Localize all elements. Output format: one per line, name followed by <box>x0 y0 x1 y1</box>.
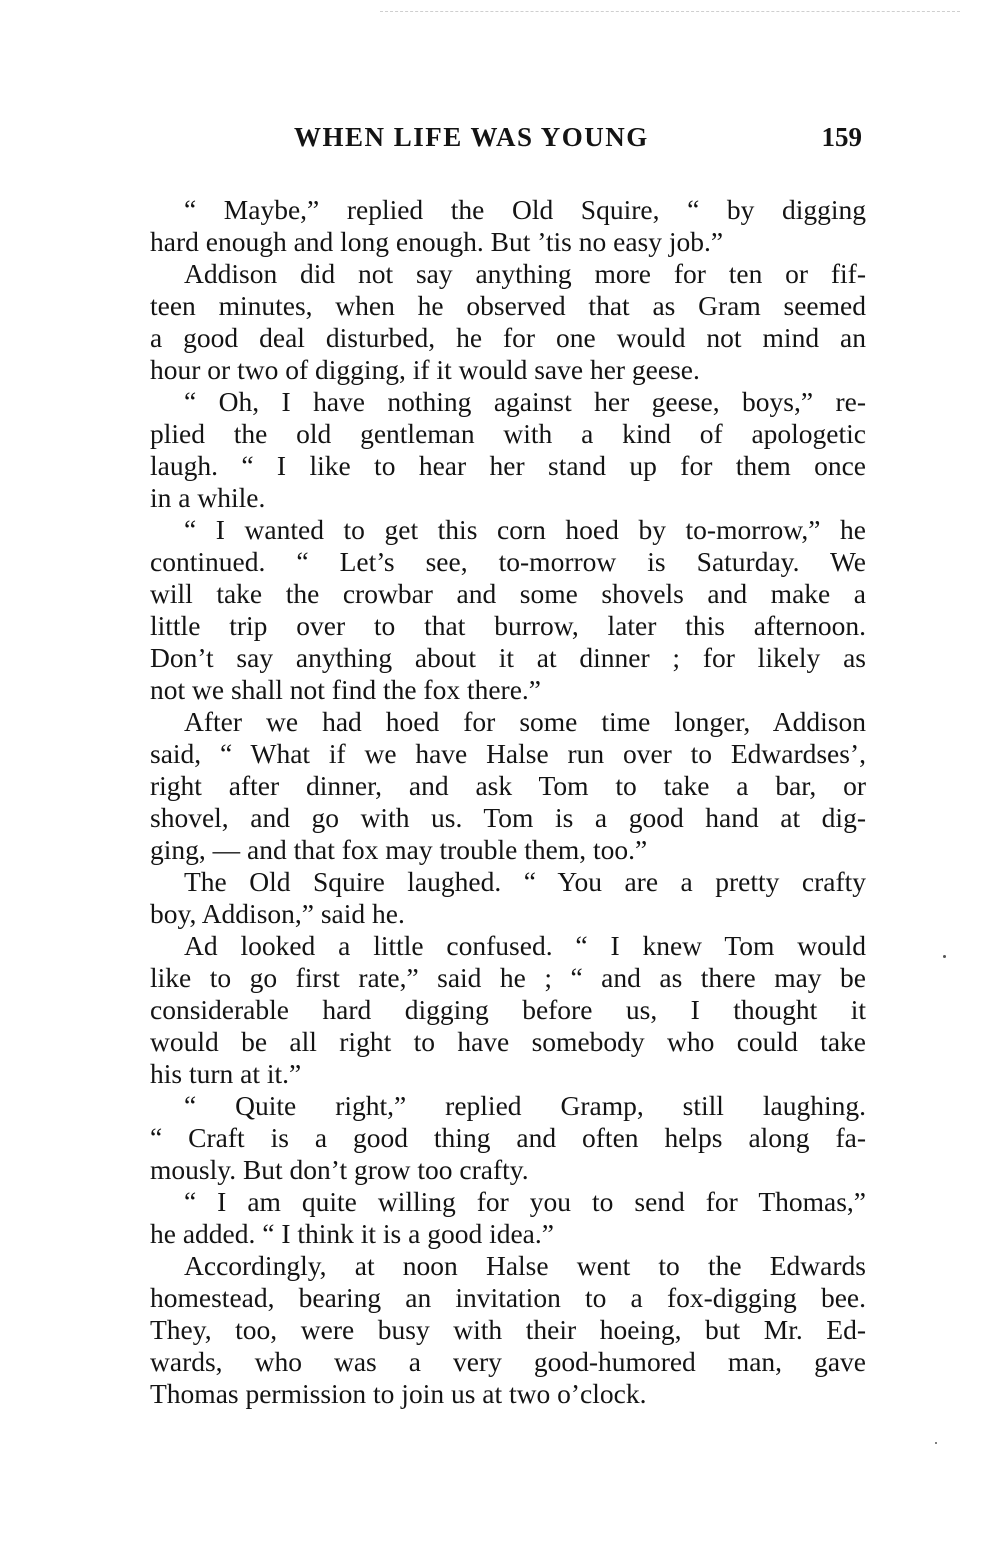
text-line: a good deal disturbed, he for one would not mind an <box>150 322 866 353</box>
text-line: he added. “ I think it is a good idea.” <box>150 1218 554 1249</box>
text-line: teen minutes, when he observed that as Gram seemed <box>150 290 866 321</box>
text-line: ging, — and that fox may trouble them, too.” <box>150 834 648 865</box>
running-head: WHEN LIFE WAS YOUNG <box>294 122 649 152</box>
text-line: Ad looked a little confused. “ I knew Tom would <box>184 930 866 961</box>
text-line: said, “ What if we have Halse run over to Edwardses’, <box>150 738 866 769</box>
scan-edge-line <box>380 11 960 12</box>
text-line: They, too, were busy with their hoeing, but Mr. Ed- <box>150 1314 866 1345</box>
body-text <box>150 194 866 1410</box>
text-line: plied the old gentleman with a kind of apologetic <box>150 418 866 449</box>
text-line: would be all right to have somebody who could take <box>150 1026 866 1057</box>
scan-speck <box>935 1442 937 1444</box>
text-line: considerable hard digging before us, I thought it <box>150 994 866 1025</box>
scan-speck <box>943 955 946 958</box>
text-line: will take the crowbar and some shovels and make a <box>150 578 866 609</box>
page-header <box>150 122 862 162</box>
text-line: “ I wanted to get this corn hoed by to-morrow,” he <box>184 514 866 545</box>
text-line: “ Craft is a good thing and often helps along fa- <box>150 1122 866 1153</box>
text-line: in a while. <box>150 482 266 513</box>
text-line: “ Maybe,” replied the Old Squire, “ by digging <box>184 194 866 225</box>
text-line: wards, who was a very good-humored man, gave <box>150 1346 866 1377</box>
text-line: “ Quite right,” replied Gramp, still laughing. <box>184 1090 866 1121</box>
text-line: like to go first rate,” said he ; “ and as there may be <box>150 962 866 993</box>
text-line: After we had hoed for some time longer, Addison <box>184 706 866 737</box>
text-line: right after dinner, and ask Tom to take a bar, or <box>150 770 866 801</box>
text-line: not we shall not find the fox there.” <box>150 674 542 705</box>
text-line: hard enough and long enough. But ’tis no easy job.” <box>150 226 724 257</box>
text-line: “ Oh, I have nothing against her geese, boys,” re- <box>184 386 866 417</box>
text-line: Addison did not say anything more for ten or fif- <box>184 258 866 289</box>
text-line: boy, Addison,” said he. <box>150 898 405 929</box>
page-number: 159 <box>821 122 862 152</box>
text-line: mously. But don’t grow too crafty. <box>150 1154 529 1185</box>
text-line: hour or two of digging, if it would save her geese. <box>150 354 700 385</box>
text-line: his turn at it.” <box>150 1058 302 1089</box>
text-line: The Old Squire laughed. “ You are a pretty crafty <box>184 866 866 897</box>
text-line: little trip over to that burrow, later this afternoon. <box>150 610 866 641</box>
text-line: continued. “ Let’s see, to-morrow is Saturday. We <box>150 546 866 577</box>
text-line: laugh. “ I like to hear her stand up for them once <box>150 450 866 481</box>
text-line: Don’t say anything about it at dinner ; for likely as <box>150 642 866 673</box>
text-line: Accordingly, at noon Halse went to the Edwards <box>184 1250 866 1281</box>
text-line: shovel, and go with us. Tom is a good hand at dig- <box>150 802 866 833</box>
text-line: homestead, bearing an invitation to a fox-digging bee. <box>150 1282 866 1313</box>
text-line: “ I am quite willing for you to send for Thomas,” <box>184 1186 866 1217</box>
text-line: Thomas permission to join us at two o’clock. <box>150 1378 647 1409</box>
